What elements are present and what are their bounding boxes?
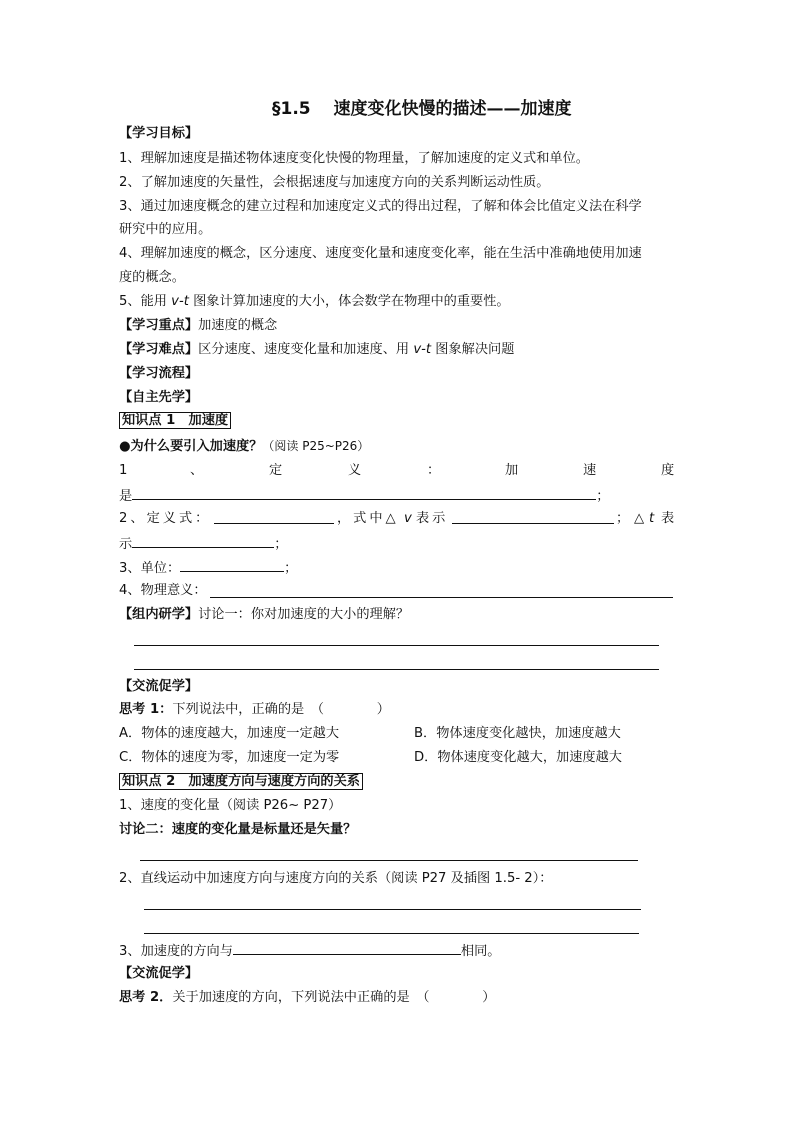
char-biao: 表 — [661, 511, 675, 526]
def-semicolon: ； — [596, 489, 610, 504]
objective-4-cont: 度的概念。 — [119, 270, 185, 285]
def-char-jia: 加 — [505, 463, 519, 478]
exchange2-heading: 【交流促学】 — [119, 966, 199, 981]
discussion1-line-2[interactable] — [134, 669, 659, 670]
meaning-blank[interactable] — [210, 597, 673, 598]
formula-rep: 表示 — [416, 511, 449, 526]
kp2-item3-pre: 3、加速度的方向与 — [119, 944, 233, 959]
group-label: 【组内研学】 — [119, 607, 199, 622]
group-row — [119, 606, 409, 624]
def-char-su: 速 — [583, 463, 597, 478]
group-text: 讨论一：你对加速度的大小的理解？ — [198, 607, 410, 622]
think2-label: 思考 2． — [119, 990, 173, 1005]
meaning-label: 4、物理意义： — [119, 583, 207, 598]
kp1-heading: 知识点 1 加速度 — [119, 412, 231, 429]
process-heading: 【学习流程】 — [119, 366, 199, 381]
formula-semicolon: ； — [616, 511, 630, 526]
exchange1-heading: 【交流促学】 — [119, 679, 199, 694]
kp1-question: ●为什么要引入加速度？ — [119, 439, 263, 454]
option-d[interactable]: D．物体速度变化越大，加速度越大 — [414, 750, 622, 765]
direction-blank[interactable] — [233, 941, 461, 955]
formula-mid: ，式中△ — [337, 511, 399, 526]
think2-text: 关于加速度的方向，下列说法中正确的是 （ ） — [172, 990, 496, 1005]
objective-3: 3、通过加速度概念的建立过程和加速度定义式的得出过程，了解和体会比值定义法在科学 — [119, 199, 642, 214]
objective-5 — [119, 293, 510, 311]
kp1-question-row — [119, 437, 369, 456]
discussion1-line-1[interactable] — [134, 645, 659, 646]
option-c[interactable]: C．物体的速度为零，加速度一定为零 — [119, 750, 340, 765]
option-b[interactable]: B．物体速度变化越快，加速度越大 — [414, 726, 621, 741]
t-symbol: t — [649, 511, 655, 526]
formula-blank[interactable] — [214, 523, 334, 524]
unit-label: 3、单位： — [119, 561, 181, 576]
vt-symbol-2: v-t — [413, 342, 432, 357]
kp2-item3-row — [119, 941, 500, 961]
objective-5-pre: 5、能用 — [119, 294, 172, 309]
def-blank[interactable] — [132, 486, 596, 500]
self-study-heading: 【自主先学】 — [119, 390, 199, 405]
def-char-du: 度 — [661, 463, 675, 478]
def-char-ding: 定 — [269, 463, 283, 478]
v-symbol: v — [404, 511, 412, 526]
page-title: §1.5 速度变化快慢的描述——加速度 — [272, 99, 572, 119]
think1-label: 思考 1： — [119, 702, 173, 717]
discussion2-line[interactable] — [140, 860, 638, 861]
objective-2: 2、了解加速度的矢量性，会根据速度与加速度方向的关系判断运动性质。 — [119, 175, 550, 190]
kp2-item1: 1、速度的变化量（阅读 P26~ P27） — [119, 798, 342, 813]
kp1-question-note: （阅读 P25~P26） — [262, 439, 370, 453]
def-colon: ： — [427, 463, 441, 478]
def-answer-row — [119, 486, 609, 506]
def-comma: 、 — [190, 463, 204, 478]
kp2-heading-wrap — [119, 773, 363, 791]
objective-5-post: 图象计算加速度的大小，体会数学在物理中的重要性。 — [188, 294, 510, 309]
delta-v-blank[interactable] — [452, 523, 614, 524]
objective-1: 1、理解加速度是描述物体速度变化快慢的物理量，了解加速度的定义式和单位。 — [119, 151, 589, 166]
def-char-shi: 是 — [119, 489, 133, 504]
option-a[interactable]: A．物体的速度越大，加速度一定越大 — [119, 726, 340, 741]
key-point-label: 【学习重点】 — [119, 318, 199, 333]
think2-row — [119, 989, 495, 1007]
objectives-heading: 【学习目标】 — [119, 126, 199, 141]
formula-label: 2、定义式： — [119, 511, 212, 526]
kp2-discuss: 讨论二：速度的变化量是标量还是矢量？ — [119, 822, 357, 837]
delta-t-blank[interactable] — [132, 534, 274, 548]
def-char-yi: 义 — [348, 463, 362, 478]
key-point — [119, 317, 277, 335]
delta-t-semicolon: ； — [274, 537, 288, 552]
relation-line-2[interactable] — [144, 933, 639, 934]
objective-4: 4、理解加速度的概念，区分速度、速度变化量和速度变化率，能在生活中准确地使用加速 — [119, 246, 642, 261]
vt-symbol: v-t — [171, 294, 189, 309]
kp1-heading-wrap — [119, 412, 231, 430]
unit-row — [119, 558, 297, 578]
key-point-text: 加速度的概念 — [198, 318, 278, 333]
think1-text: 下列说法中，正确的是 （ ） — [172, 702, 390, 717]
difficulty-post: 图象解决问题 — [431, 342, 515, 357]
relation-line-1[interactable] — [144, 909, 641, 910]
kp2-heading: 知识点 2 加速度方向与速度方向的关系 — [119, 773, 363, 790]
unit-semicolon: ； — [284, 561, 298, 576]
think1-row — [119, 701, 390, 719]
delta-t-answer-row — [119, 534, 287, 554]
delta-symbol: △ — [634, 511, 645, 526]
difficulty-pre: 区分速度、速度变化量和加速度、用 — [198, 342, 414, 357]
char-shi2: 示 — [119, 537, 133, 552]
difficulty-label: 【学习难点】 — [119, 342, 199, 357]
kp2-item2: 2、直线运动中加速度方向与速度方向的关系（阅读 P27 及插图 1.5- 2）： — [119, 871, 553, 886]
unit-blank[interactable] — [180, 558, 284, 572]
kp2-item3-post: 相同。 — [460, 944, 501, 959]
def-num: 1 — [119, 463, 128, 478]
objective-3-cont: 研究中的应用。 — [119, 222, 212, 237]
difficulty — [119, 341, 514, 359]
